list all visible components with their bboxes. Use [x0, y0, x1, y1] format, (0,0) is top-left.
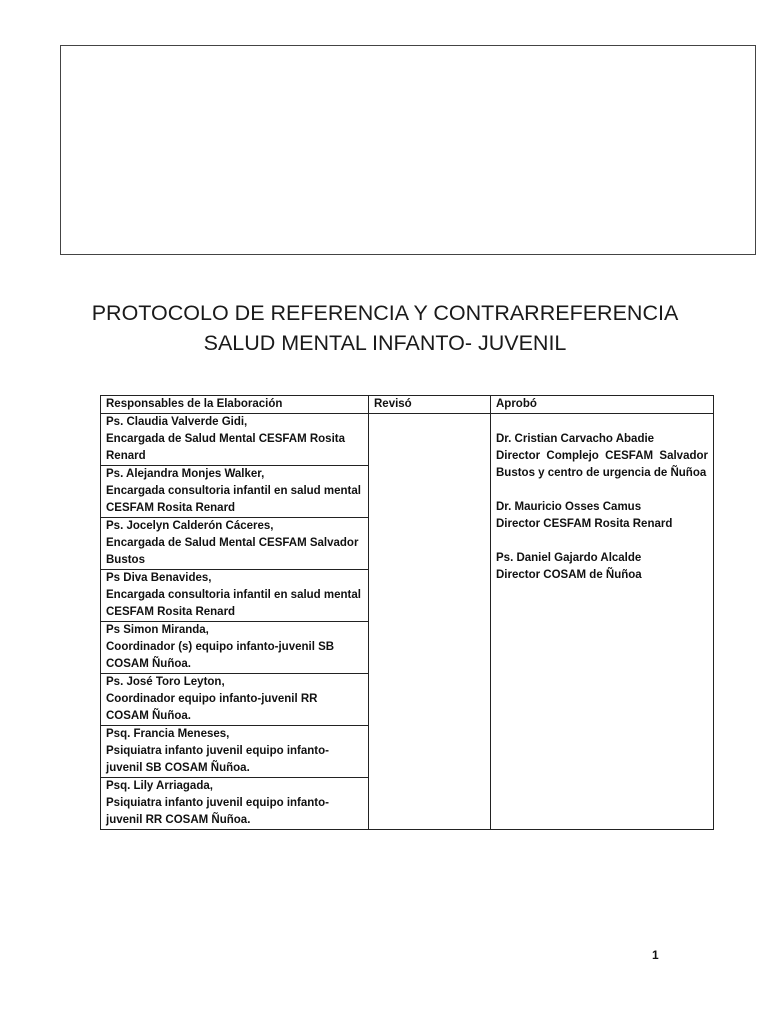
table-row: [101, 414, 714, 466]
person-role: Encargada consultoria infantil en salud mental CESFAM Rosita Renard: [106, 485, 361, 514]
approver-role: Director CESFAM Rosita Renard: [496, 518, 673, 530]
person-role: Encargada de Salud Mental CESFAM Rosita Renard: [106, 433, 345, 462]
person-role: Psiquiatra infanto juvenil equipo infanto-juvenil SB COSAM Ñuñoa.: [106, 745, 329, 774]
person-role: Encargada de Salud Mental CESFAM Salvador Bustos: [106, 537, 359, 566]
elaboracion-cell: [101, 570, 369, 622]
approver-role: Director COSAM de Ñuñoa: [496, 569, 642, 581]
person-role: Psiquiatra infanto juvenil equipo infanto-juvenil RR COSAM Ñuñoa.: [106, 797, 329, 826]
person-name: Ps Diva Benavides,: [106, 572, 212, 584]
person-role: Encargada consultoria infantil en salud mental CESFAM Rosita Renard: [106, 589, 361, 618]
person-name: Ps Simon Miranda,: [106, 624, 209, 636]
person-name: Ps. Claudia Valverde Gidi,: [106, 416, 248, 428]
reviso-cell: [369, 414, 491, 830]
approver-item: [496, 431, 708, 482]
person-role: Coordinador equipo infanto-juvenil RR COSAM Ñuñoa.: [106, 693, 318, 722]
person-name: Ps. Jocelyn Calderón Cáceres,: [106, 520, 274, 532]
elaboracion-cell: [101, 778, 369, 830]
title-line-1: PROTOCOLO DE REFERENCIA Y CONTRARREFERENCIA: [91, 301, 679, 325]
approver-item: [496, 550, 708, 584]
approver-name: Ps. Daniel Gajardo Alcalde: [496, 552, 642, 564]
person-name: Ps. José Toro Leyton,: [106, 676, 225, 688]
approver-item: [496, 499, 708, 533]
elaboracion-cell: [101, 726, 369, 778]
elaboracion-cell: [101, 466, 369, 518]
aprobo-cell: [491, 414, 714, 830]
person-role: Coordinador (s) equipo infanto-juvenil SB COSAM Ñuñoa.: [106, 641, 335, 670]
approver-name: Dr. Mauricio Osses Camus: [496, 501, 642, 513]
header-elaboracion: Responsables de la Elaboración: [101, 396, 369, 414]
person-name: Psq. Francia Meneses,: [106, 728, 230, 740]
page-number: 1: [652, 948, 659, 962]
document-header-box: [60, 45, 756, 255]
elaboracion-cell: [101, 518, 369, 570]
elaboracion-cell: [101, 622, 369, 674]
header-aprobo: Aprobó: [491, 396, 714, 414]
elaboracion-cell: [101, 414, 369, 466]
header-reviso: Revisó: [369, 396, 491, 414]
elaboracion-cell: [101, 674, 369, 726]
person-name: Psq. Lily Arriagada,: [106, 780, 213, 792]
document-title: [60, 298, 710, 358]
table-header-row: [101, 396, 714, 414]
approver-name: Dr. Cristian Carvacho Abadie: [496, 433, 655, 445]
person-name: Ps. Alejandra Monjes Walker,: [106, 468, 265, 480]
approver-role: Director Complejo CESFAM Salvador Bustos y centro de urgencia de Ñuñoa: [496, 450, 708, 479]
title-line-2: SALUD MENTAL INFANTO- JUVENIL: [203, 331, 567, 355]
responsables-table: [100, 395, 714, 830]
